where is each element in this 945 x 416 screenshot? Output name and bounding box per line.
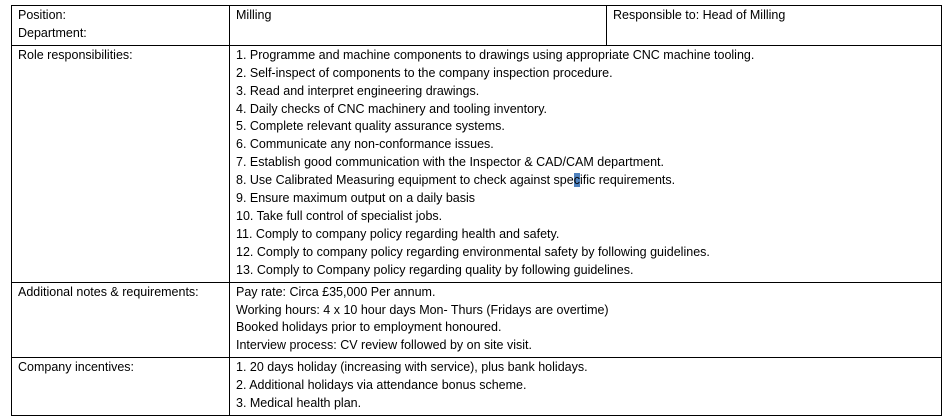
interview-line: Interview process: CV review followed by on site visit.: [236, 338, 532, 353]
position-label: Position:: [18, 8, 66, 22]
additional-label-cell: [12, 282, 230, 358]
additional-row: [12, 282, 942, 358]
pay-rate-line: Pay rate: Circa £35,000 Per annum.: [236, 284, 436, 299]
incentive-2: 2. Additional holidays via attendance bonus scheme.: [236, 378, 527, 393]
role-item-8-start: 8. Use Calibrated Measuring equipment to check against spe: [236, 173, 574, 188]
role-item-4: 4. Daily checks of CNC machinery and tooling inventory.: [236, 101, 548, 116]
role-item-10: 10. Take full control of specialist jobs.: [236, 208, 443, 223]
incentives-lines-cell: [230, 358, 942, 416]
incentives-label: Company incentives:: [18, 360, 135, 375]
additional-lines-cell: [230, 282, 942, 358]
role-row: [12, 45, 942, 282]
role-item-13: 13. Comply to Company policy regarding quality by following guidelines.: [236, 262, 634, 277]
role-item-6: 6. Communicate any non-conformance issues.: [236, 137, 494, 152]
role-item-8-end: ific requirements.: [579, 173, 676, 188]
responsible-to-cell: [607, 6, 942, 46]
incentive-1: 1. 20 days holiday (increasing with service), plus bank holidays.: [236, 360, 588, 375]
role-item-7: 7. Establish good communication with the Inspector & CAD/CAM department.: [236, 155, 664, 170]
role-item-1: 1. Programme and machine components to drawings using appropriate CNC machine tooling.: [236, 47, 755, 62]
additional-label: Additional notes & requirements:: [18, 284, 199, 299]
role-item-9: 9. Ensure maximum output on a daily basis: [236, 191, 476, 206]
incentives-label-cell: [12, 358, 230, 416]
department-label: Department:: [18, 25, 87, 40]
role-item-2: 2. Self-inspect of components to the company inspection procedure.: [236, 65, 613, 80]
incentives-row: [12, 358, 942, 416]
role-label-cell: [12, 45, 230, 282]
position-label-cell: [12, 6, 230, 46]
working-hours-line: Working hours: 4 x 10 hour days Mon- Thurs (Fridays are overtime): [236, 302, 609, 317]
text-cursor-selection[interactable]: c: [573, 173, 580, 188]
position-value: Milling: [236, 8, 272, 22]
role-item-3: 3. Read and interpret engineering drawings.: [236, 83, 480, 98]
role-item-8[interactable]: [236, 172, 936, 190]
position-row: [12, 6, 942, 46]
incentive-3: 3. Medical health plan.: [236, 396, 362, 411]
holidays-line: Booked holidays prior to employment honoured.: [236, 320, 502, 335]
role-label: Role responsibilities:: [18, 47, 133, 62]
role-items-cell: [230, 45, 942, 282]
responsible-to: Responsible to: Head of Milling: [613, 8, 786, 22]
role-item-12: 12. Comply to company policy regarding environmental safety by following guidelines.: [236, 244, 710, 259]
role-item-5: 5. Complete relevant quality assurance systems.: [236, 119, 505, 134]
position-value-cell: [230, 6, 607, 46]
role-item-11: 11. Comply to company policy regarding health and safety.: [236, 226, 560, 241]
job-description-table: [11, 5, 942, 416]
